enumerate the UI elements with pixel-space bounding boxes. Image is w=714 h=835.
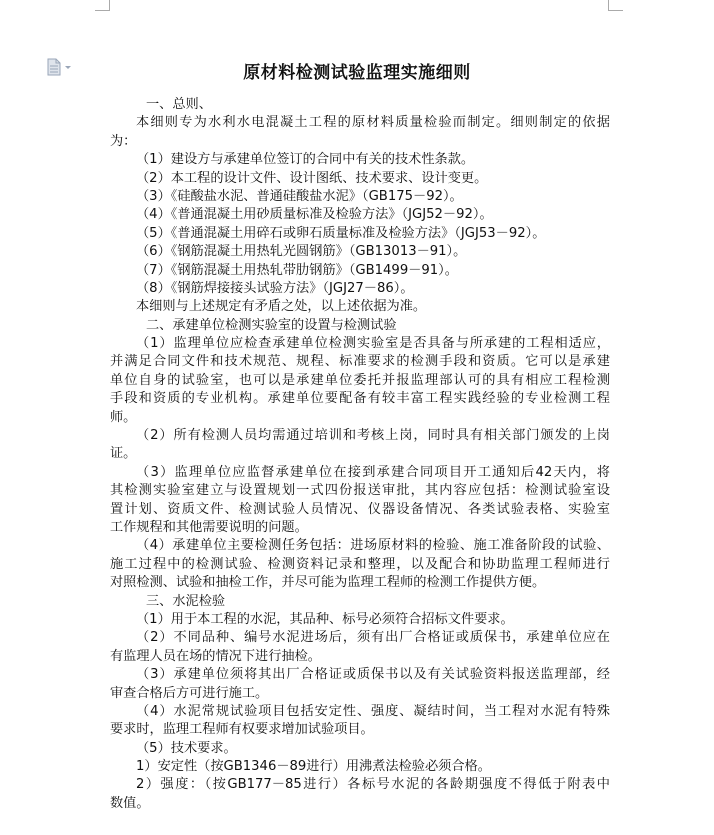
paragraph-line: 本细则与上述规定有矛盾之处，以上述依据为准。 [136, 299, 427, 315]
paragraph-line: （2）不同品种、编号水泥进场后，须有出厂合格证或质保书，承建单位应在 [136, 630, 610, 646]
paragraph-line: 审查合格后方可进行施工。 [110, 685, 269, 701]
document-body [110, 96, 610, 813]
paragraph-line: （3）《硅酸盐水泥、普通硅酸盐水泥》（GB175－92）。 [136, 188, 463, 204]
paragraph-line: （4）承建单位主要检测任务包括：进场原材料的检验、施工准备阶段的试验、 [136, 538, 610, 554]
paragraph-line: （1）用于本工程的水泥，其品种、标号必须符合招标文件要求。 [136, 611, 514, 627]
paragraph-line: 对照检测、试验和抽检工作，并尽可能为监理工程师的检测工作提供方便。 [110, 575, 546, 591]
paragraph-line: 工作规程和其他需要说明的问题。 [110, 519, 308, 535]
paragraph-line: 并满足合同文件和技术规范、规程、标准要求的检测手段和资质。它可以是承建 [110, 354, 610, 370]
paragraph-line: （5）《普通混凝土用碎石或卵石质量标准及检验方法》（JGJ53－92）。 [136, 225, 546, 241]
paragraph-line: 师。 [110, 409, 137, 425]
paragraph-line: 施工过程中的检测试验、检测资料记录和整理，以及配合和协助监理工程师进行 [110, 556, 610, 572]
paragraph-line: （1）监理单位应检查承建单位检测实验室是否具备与所承建的工程相适应， [136, 336, 610, 352]
paragraph-line: （3）承建单位须将其出厂合格证或质保书以及有关试验资料报送监理部，经 [136, 667, 610, 683]
paragraph-line: 2）强度：（按GB177－85进行）各标号水泥的各龄期强度不得低于附表中 [136, 777, 610, 793]
paragraph-line: （6）《钢筋混凝土用热轧光圆钢筋》（GB13013－91）。 [136, 244, 467, 260]
paragraph-line: 二、承建单位检测实验室的设置与检测试验 [146, 317, 397, 333]
paragraph-line: 有监理人员在场的情况下进行抽检。 [110, 648, 321, 664]
paragraph-line: （8）《钢筋焊接接头试验方法》（JGJ27－86）。 [136, 280, 414, 296]
paragraph-line: 单位自身的试验室，也可以是承建单位委托并报监理部认可的具有相应工程检测 [110, 372, 610, 388]
paragraph-line: 要求时，监理工程师有权要求增加试验项目。 [110, 722, 374, 738]
paragraph-line: 数值。 [110, 795, 150, 811]
paragraph-line: 手段和资质的专业机构。承建单位要配备有较丰富工程实践经验的专业检测工程 [110, 391, 610, 407]
paragraph-line: 置计划、资质文件、检测试验人员情况、仪器设备情况、各类试验表格、实验室 [110, 501, 610, 517]
paragraph-line: 三、水泥检验 [146, 593, 226, 609]
paragraph-line: （5）技术要求。 [136, 740, 237, 756]
margin-corner-mark-right [608, 0, 623, 11]
margin-corner-mark-left [95, 0, 110, 11]
paragraph-line: 其检测实验室建立与设置规划一式四份报送审批，其内容应包括：检测试验室设 [110, 483, 610, 499]
paragraph-line: 为： [110, 133, 137, 149]
paragraph-line: 一、总则、 [146, 97, 212, 112]
document-title: 原材料检测试验监理实施细则 [243, 63, 471, 83]
paragraph-line: （7）《钢筋混凝土用热轧带肋钢筋》（GB1499－91）。 [136, 262, 458, 278]
paragraph-line: 1）安定性（按GB1346－89进行）用沸煮法检验必须合格。 [136, 759, 491, 775]
paragraph-line: （1）建设方与承建单位签订的合同中有关的技术性条款。 [136, 152, 475, 168]
paragraph-line: （4）《普通混凝土用砂质量标准及检验方法》（JGJ52－92）。 [136, 207, 493, 223]
paragraph-line: 证。 [110, 446, 137, 462]
paragraph-line: （4）水泥常规试验项目包括安定性、强度、凝结时间，当工程对水泥有特殊 [136, 703, 610, 719]
paragraph-line: （3）监理单位应监督承建单位在接到承建合同项目开工通知后42天内，将 [136, 464, 610, 480]
paragraph-line: 本细则专为水利水电混凝土工程的原材料质量检验而制定。细则制定的依据 [136, 115, 610, 131]
paragraph-line: （2）所有检测人员均需通过培训和考核上岗，同时具有相关部门颁发的上岗 [136, 428, 610, 444]
paragraph-line: （2）本工程的设计文件、设计图纸、技术要求、设计变更。 [136, 170, 488, 186]
